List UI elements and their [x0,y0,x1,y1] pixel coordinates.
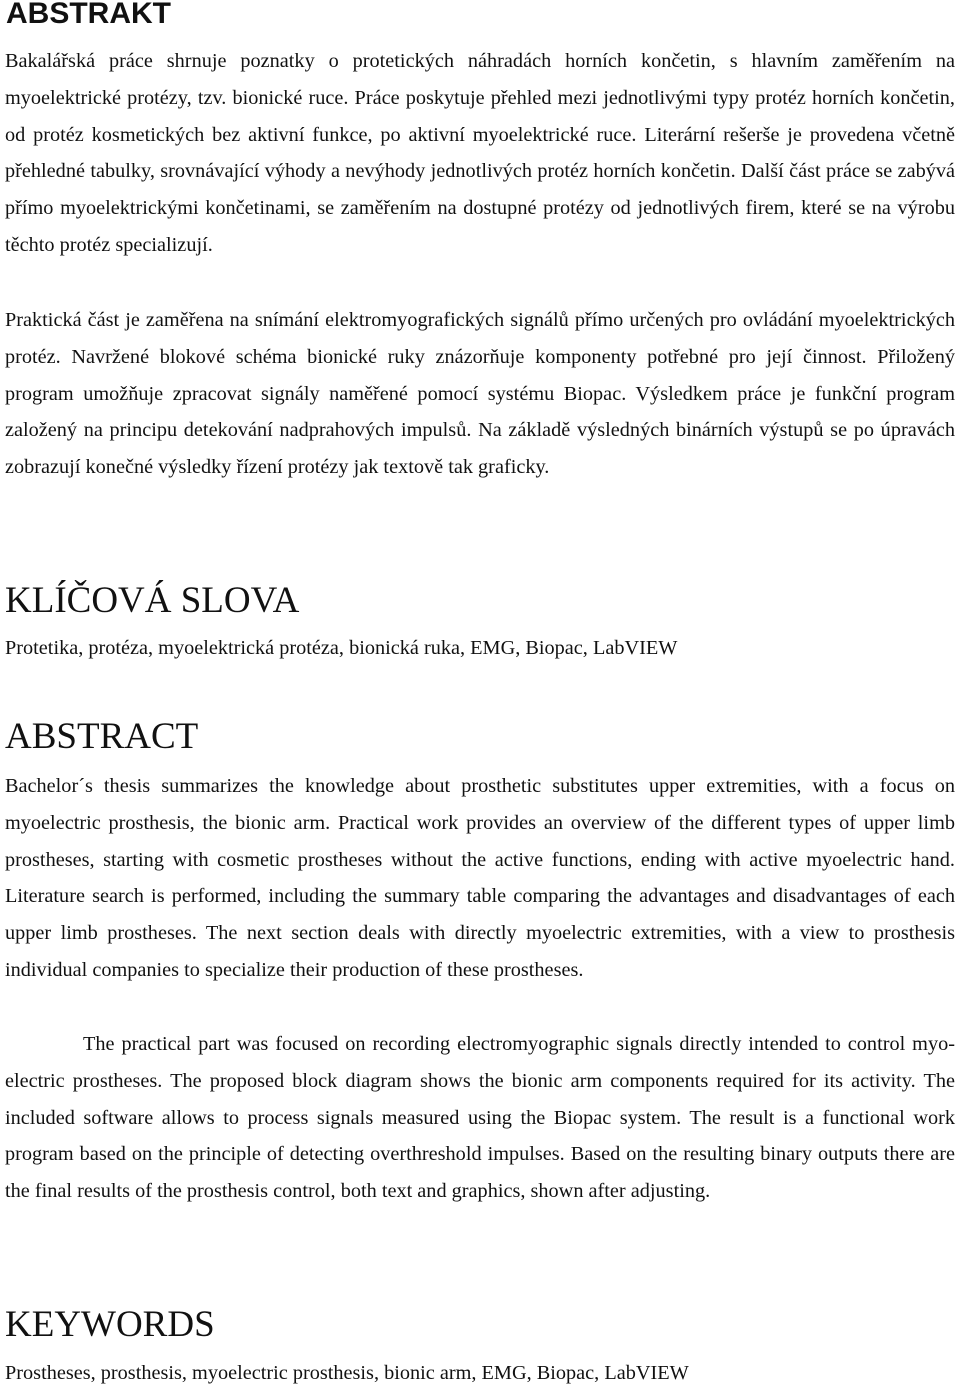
abstract-paragraph-1: Bachelor´s thesis summarizes the knowledge about prosthetic substitutes upper extremities, with a focus on myoelectric prosthesis, the bionic arm. Practical work provides an overview of the different types of upper limb prostheses, starting with cosmetic prostheses without the active functions, ending with active myoelectric hand. Literature search is performed, including the summary table comparing the advantages and disadvantages of each upper limb prostheses. The next section deals with directly myoelectric extremities, with a view to prosthesis individual companies to specialize their production of these prostheses. [5,775,955,981]
klicova-slova-heading: KLÍČOVÁ SLOVA [5,580,300,621]
abstrakt-heading: ABSTRAKT [6,0,171,30]
abstrakt-paragraph-2: Praktická část je zaměřena na snímání elektromyografických signálů přímo určených pro ovládání myoelektrických protéz. Navržené blokové schéma bionické ruky znázorňuje komponenty potřebné pro její činnost. Přiložený program umožňuje zpracovat signály naměřené pomocí systému Biopac. Výsledkem práce je funkční program založený na principu detekování nadprahových impulsů. Na základě výsledných binárních výstupů se po úpravách zobrazují konečné výsledky řízení protézy jak textově tak graficky. [5,309,955,479]
abstrakt-paragraph-1: Bakalářská práce shrnuje poznatky o protetických náhradách horních končetin, s hlavním zaměřením na myoelektrické protézy, tzv. bionické ruce. Práce poskytuje přehled mezi jednotlivými typy protéz horních končetin, od protéz kosmetických bez aktivní funkce, po aktivní myoelektrické ruce. Literární rešerše je provedena včetně přehledné tabulky, srovnávající výhody a nevýhody jednotlivých protéz horních končetin. Další část práce se zabývá přímo myoelektrickými končetinami, se zaměřením na dostupné protézy od jednotlivých firem, které se na výrobu těchto protéz specializují. [5,50,955,256]
abstract-heading: ABSTRACT [5,716,199,757]
keywords-heading: KEYWORDS [5,1304,215,1345]
klicova-slova-text: Protetika, protéza, myoelektrická protéza, bionická ruka, EMG, Biopac, LabVIEW [5,637,678,659]
abstract-paragraph-2: The practical part was focused on recording electromyographic signals directly intended to control myo-electric prostheses. The proposed block diagram shows the bionic arm components required for its activity. The included software allows to process signals measured using the Biopac system. The result is a functional work program based on the principle of detecting overthreshold impulses. Based on the resulting binary outputs there are the final results of the prosthesis control, both text and graphics, shown after adjusting. [5,1033,955,1203]
keywords-text: Prostheses, prosthesis, myoelectric prosthesis, bionic arm, EMG, Biopac, LabVIEW [5,1362,689,1384]
